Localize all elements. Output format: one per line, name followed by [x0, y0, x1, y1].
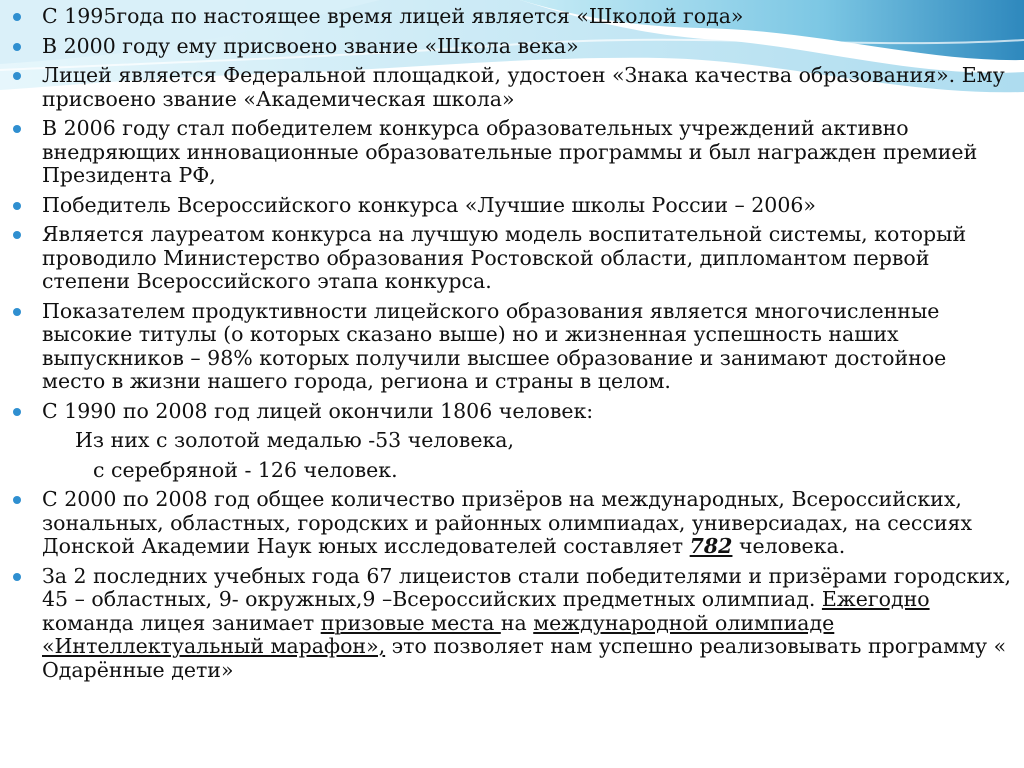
- item-text: Лицей является Федеральной площадкой, удостоен «Знака качества образования». Ему присвоено звание «Академическая школа»: [42, 63, 1005, 111]
- bullet-icon: [13, 202, 21, 210]
- list-item: [10, 194, 1014, 218]
- item-text: команда лицея занимает: [42, 610, 321, 635]
- item-text: С 2000 по 2008 год общее количество призёров на международных, Всероссийских, зональных, областных, городских и районных олимпиадах, универсиадах, на сессиях Донской Академии Наук юных исследователей составляет: [42, 487, 973, 558]
- bullet-icon: [13, 408, 21, 416]
- bullet-icon: [13, 231, 21, 239]
- item-text: В 2000 году ему присвоено звание «Школа века»: [42, 33, 579, 58]
- bullet-icon: [13, 125, 21, 133]
- gold-medal-line: Из них с золотой медалью -53 человека,: [75, 428, 514, 452]
- item-text: С 1990 по 2008 год лицей окончили 1806 человек:: [42, 398, 594, 423]
- list-item: [10, 117, 1014, 188]
- bullet-icon: [13, 308, 21, 316]
- underlined-text: призовые места: [320, 610, 501, 635]
- list-item: [10, 300, 1014, 394]
- list-item: [10, 5, 1014, 29]
- item-text: это позволяет нам успешно реализовывать программу « Одарённые дети»: [42, 634, 1007, 682]
- silver-medal-line: с серебряной - 126 человек.: [93, 457, 398, 482]
- item-text: Показателем продуктивности лицейского образования является многочисленные высокие титулы (о которых сказано выше) но и жизненная успешность наших выпускников – 98% которых получили высшее образование и занимают достойное место в жизни нашего города, региона и страны в целом.: [42, 298, 947, 393]
- bullet-icon: [13, 496, 21, 504]
- bullet-icon: [13, 43, 21, 51]
- list-item: [10, 488, 1014, 559]
- bullet-icon: [13, 573, 21, 581]
- bullet-icon: [13, 13, 21, 21]
- list-item: [10, 35, 1014, 59]
- item-text: В 2006 году стал победителем конкурса образовательных учреждений активно внедряющих инновационные образовательные программы и был награжден премией Президента РФ,: [42, 116, 978, 187]
- list-item: [10, 400, 1014, 424]
- item-text: Является лауреатом конкурса на лучшую модель воспитательной системы, который проводило Министерство образования Ростовской области, дипломантом первой степени Всероссийского этапа конкурса.: [42, 222, 967, 293]
- slide-content: [10, 5, 1014, 688]
- item-text: За 2 последних учебных года 67 лицеистов стали победителями и призёрами городских, 45 – областных, 9- окружных,9 –Всероссийских предметных олимпиад.: [42, 563, 1011, 611]
- underlined-text: Ежегодно: [821, 587, 930, 611]
- list-item: [10, 565, 1014, 683]
- item-text: С 1995года по настоящее время лицей является «Школой года»: [42, 4, 744, 28]
- item-text: человека.: [732, 534, 846, 558]
- list-item: [10, 64, 1014, 111]
- item-text: на: [500, 610, 534, 635]
- underlined-text: международной олимпиаде «Интеллектуальный марафон»,: [42, 610, 835, 658]
- olympiad-winners-count: 782: [689, 534, 733, 558]
- list-item: [10, 223, 1014, 294]
- item-text: Победитель Всероссийского конкурса «Лучшие школы России – 2006»: [42, 192, 816, 217]
- bullet-icon: [13, 72, 21, 80]
